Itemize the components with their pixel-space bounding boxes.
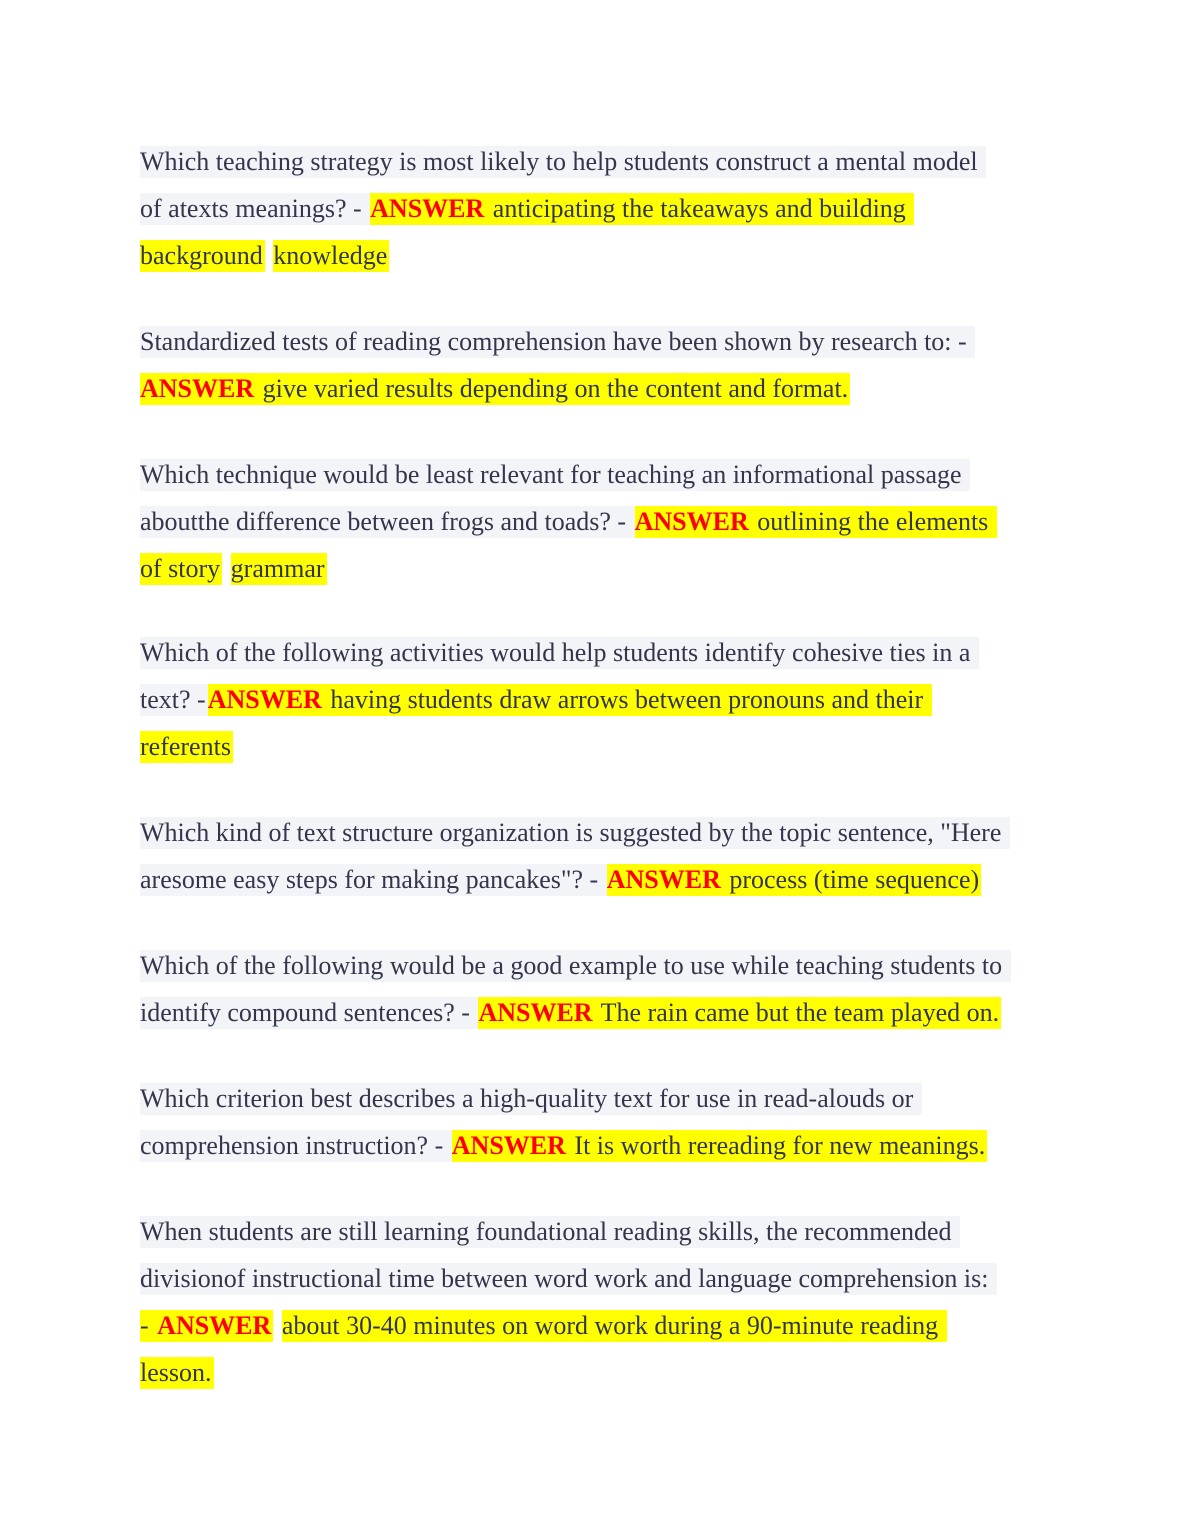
text-line [140,553,327,600]
answer-text: outlining the elements [750,507,995,536]
text-line [140,326,975,373]
question-text: Standardized tests of reading comprehension have been shown by research to: - [140,327,974,356]
answer-prefix: - [140,1311,156,1340]
question-text: Which teaching strategy is most likely to help students construct a mental model [140,147,985,176]
question-text: text? - [140,685,206,714]
text-line [140,817,1010,864]
answer-text: background [140,241,263,270]
question-text: of atexts meanings? - [140,194,369,223]
answer-text: knowledge [273,241,388,270]
question-text: Which technique would be least relevant for teaching an informational passage [140,460,969,489]
text-line [140,1083,922,1130]
answer-label: ANSWER [634,507,749,536]
question-text: divisionof instructional time between word work and language comprehension is: [140,1264,995,1293]
answer-text: The rain came but the team played on. [594,998,1000,1027]
answer-label: ANSWER [157,1311,272,1340]
answer-text: referents [140,732,231,761]
question-text: aboutthe difference between frogs and toads? - [140,507,633,536]
question-text: Which of the following activities would help students identify cohesive ties in a [140,638,977,667]
text-line [140,1310,947,1357]
question-text: When students are still learning foundational reading skills, the recommended [140,1217,959,1246]
answer-label: ANSWER [478,998,593,1027]
spacer [273,1310,282,1342]
answer-text: of story [140,554,221,583]
text-line [140,1357,214,1404]
spacer [222,553,231,585]
answer-text: lesson. [140,1358,212,1387]
spacer [265,240,274,272]
text-line [140,637,979,684]
question-text: aresome easy steps for making pancakes"? - [140,865,605,894]
answer-text: having students draw arrows between pronouns and their [323,685,930,714]
answer-label: ANSWER [451,1131,566,1160]
text-line [140,864,981,911]
text-line [140,1216,960,1263]
answer-text: give varied results depending on the content and format. [256,374,849,403]
answer-text: grammar [230,554,325,583]
text-line [140,146,986,193]
text-line [140,997,1001,1044]
text-line [140,506,997,553]
text-line [140,193,914,240]
text-line [140,684,932,731]
text-line [140,240,389,287]
question-text: Which of the following would be a good example to use while teaching students to [140,951,1009,980]
answer-text: It is worth rereading for new meanings. [567,1131,986,1160]
text-line [140,373,850,420]
text-line [140,1263,997,1310]
text-line [140,459,970,506]
answer-label: ANSWER [207,685,322,714]
question-text: Which criterion best describes a high-quality text for use in read-alouds or [140,1084,920,1113]
answer-label: ANSWER [140,374,255,403]
answer-text: process (time sequence) [722,865,980,894]
text-line [140,1130,987,1177]
question-text: comprehension instruction? - [140,1131,450,1160]
question-text: Which kind of text structure organization is suggested by the topic sentence, "Here [140,818,1008,847]
answer-label: ANSWER [370,194,485,223]
answer-label: ANSWER [606,865,721,894]
text-line [140,731,233,778]
question-text: identify compound sentences? - [140,998,477,1027]
answer-text: about 30-40 minutes on word work during a 90-minute reading [281,1311,945,1340]
text-line [140,950,1011,997]
answer-text: anticipating the takeaways and building [486,194,913,223]
